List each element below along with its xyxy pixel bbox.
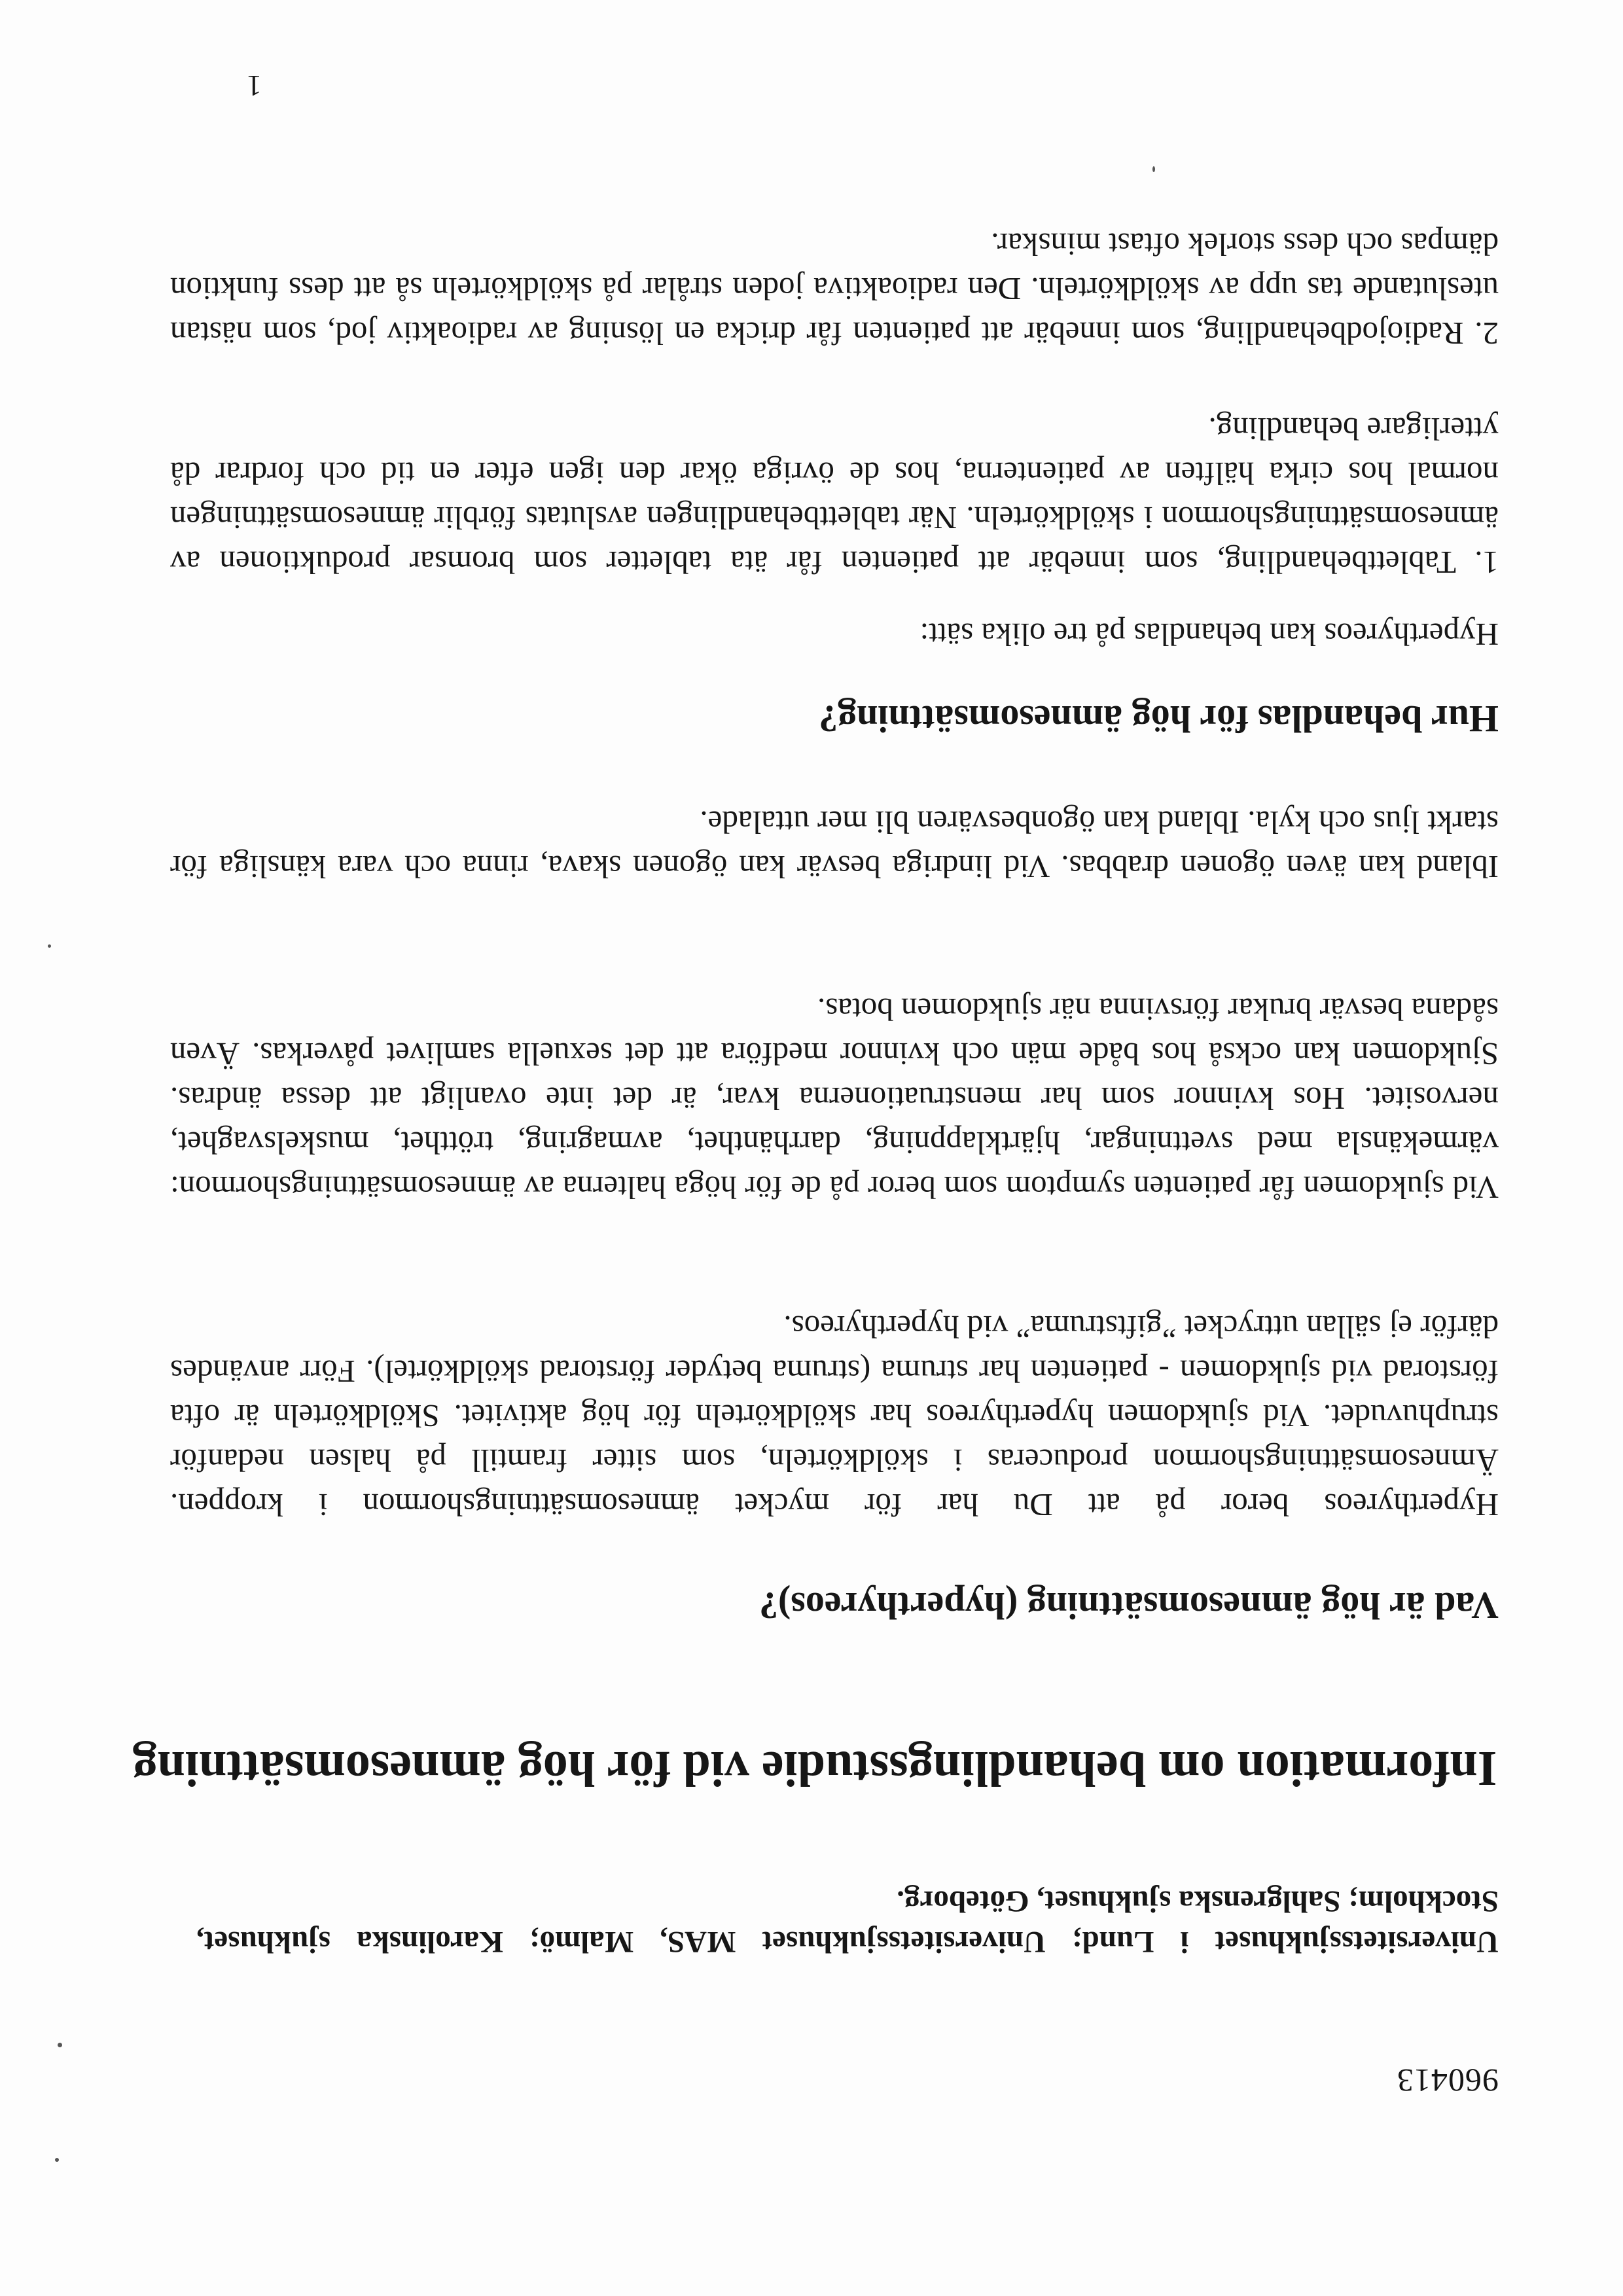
scan-speck [55, 2158, 59, 2162]
page-number: 1 [247, 69, 262, 103]
paragraph-how-intro: Hyperthyreos kan behandlas på tre olika sätt: [919, 617, 1499, 653]
document-number: 960413 [1397, 2062, 1499, 2099]
hospitals-header: Universitetssjukhuset i Lund; Universitetssjukhuset MAS, Malmö; Karolinska sjukhuset, Stockholm; Sahlgrenska sjukhuset, Göteborg. [196, 1884, 1499, 1959]
scan-speck [58, 2043, 62, 2047]
section-heading-how: Hur behandlas för hög ämnesomsättning? [819, 698, 1499, 740]
scan-speck [48, 944, 51, 948]
scan-speck [1152, 166, 1155, 172]
paragraph-what-3: Ibland kan även ögonen drabbas. Vid lindriga besvär kan ögonen skava, rinna och vara känsliga för starkt ljus och kyla. Ibland kan ögonbesvären bli mer uttalade. [170, 804, 1499, 885]
list-item-tablet-treatment: 1. Tablettbehandling, som innebär att patienten får äta tabletter som bromsar produktionen av ämnesomsättningshormon i sköldkörteln. När tablettbehandlingen avslutats förblir ämnesomsättningen normal hos cirka hälften av patienterna, hos de övriga ökar den igen efter en tid och fordrar då ytterligare behandling. [170, 411, 1499, 581]
paragraph-what-2: Vid sjukdomen får patienten symptom som beror på de för höga halterna av ämnesomsättningshormon: värmekänsla med svettningar, hjärtklappning, darrhänthet, avmagring, trötthet, muskelsvaghet, nervositet. Hos kvinnor som har menstruationerna kvar, är det inte ovanligt att dessa ändras. Sjukdomen kan också hos både män och kvinnor medföra att det sexuella samlivet påverkas. Även sådana besvär brukar försvinna när sjukdomen botas. [170, 992, 1499, 1206]
document-title: Information om behandlingsstudie vid för hög ämnesomsättning [132, 1741, 1497, 1796]
section-heading-what: Vad är hög ämnesomsättning (hyperthyreos)? [758, 1585, 1499, 1627]
paragraph-what-1: Hyperthyreos beror på att Du har för mycket ämnesomsättningshormon i kroppen. Ämnesomsättningshormon produceras i sköldkörteln, som sitter framtill på halsen nedanför struphuvudet. Vid sjukdomen hyperthyreos har sköldkörteln för hög aktivitet. Sköldkörteln är ofta förstorad vid sjukdomen - patienten har struma (struma betyder förstorad sköldkörtel). Förr användes därför ej sällan uttrycket ”giftstruma” vid hyperthyreos. [170, 1309, 1499, 1523]
list-item-radioiodine-treatment: 2. Radiojodbehandling, som innebär att patienten får dricka en lösning av radioaktiv jod, som nästan uteslutande tas upp av sköldkörteln. Den radioaktiva joden strålar på sköldkörteln så att dess funktion dämpas och dess storlek oftast minskar. [170, 226, 1499, 351]
